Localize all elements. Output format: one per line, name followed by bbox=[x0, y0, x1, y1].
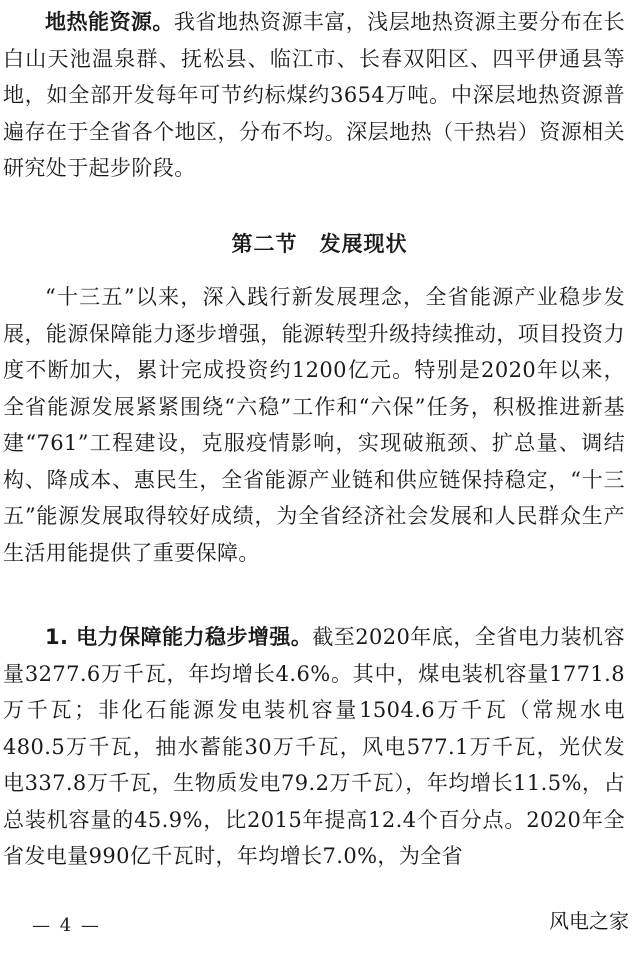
paragraph-geothermal bbox=[3, 4, 625, 187]
paragraph-body-power: 截至2020年底，全省电力装机容量3277.6万千瓦，年均增长4.6%。其中，煤电装机容量1771.8万千瓦；非化石能源发电装机容量1504.6万千瓦（常规水电480.5万千瓦，抽水蓄能30万千瓦，风电577.1万千瓦，光伏发电337.8万千瓦，生物质发电79.2万千瓦），年均增长11.5%，占总装机容量的45.9%，比2015年提高12.4个百分点。2020年全省发电量990亿千瓦时，年均增长7.0%，为全省 bbox=[3, 625, 625, 868]
page-number: — 4 — bbox=[32, 915, 101, 936]
paragraph-lead-power: 1. 电力保障能力稳步增强。 bbox=[45, 625, 313, 649]
section-title: 发展现状 bbox=[319, 232, 408, 256]
paragraph-body-geothermal: 我省地热资源丰富，浅层地热资源主要分布在长白山天池温泉群、抚松县、临江市、长春双阳区、四平伊通县等地，如全部开发每年可节约标煤约3654万吨。中深层地热资源普遍存在于全省各个地区，分布不均。深层地热（干热岩）资源相关研究处于起步阶段。 bbox=[3, 10, 625, 180]
paragraph-overview bbox=[3, 279, 625, 571]
paragraph-power bbox=[3, 619, 625, 875]
paragraph-body-overview: “十三五”以来，深入践行新发展理念，全省能源产业稳步发展，能源保障能力逐步增强，能源转型升级持续推动，项目投资力度不断加大，累计完成投资约1200亿元。特别是2020年以来，全省能源发展紧紧围绕“六稳”工作和“六保”任务，积极推进新基建“761”工程建设，克服疫情影响，实现破瓶颈、扩总量、调结构、降成本、惠民生，全省能源产业链和供应链保持稳定，“十三五”能源发展取得较好成绩，为全省经济社会发展和人民群众生产生活用能提供了重要保障。 bbox=[3, 285, 625, 565]
paragraph-lead-geothermal: 地热能资源。 bbox=[45, 10, 174, 34]
section-number: 第二节 bbox=[231, 232, 298, 256]
section-heading bbox=[0, 229, 639, 259]
watermark-text: 风电之家 bbox=[549, 909, 629, 933]
